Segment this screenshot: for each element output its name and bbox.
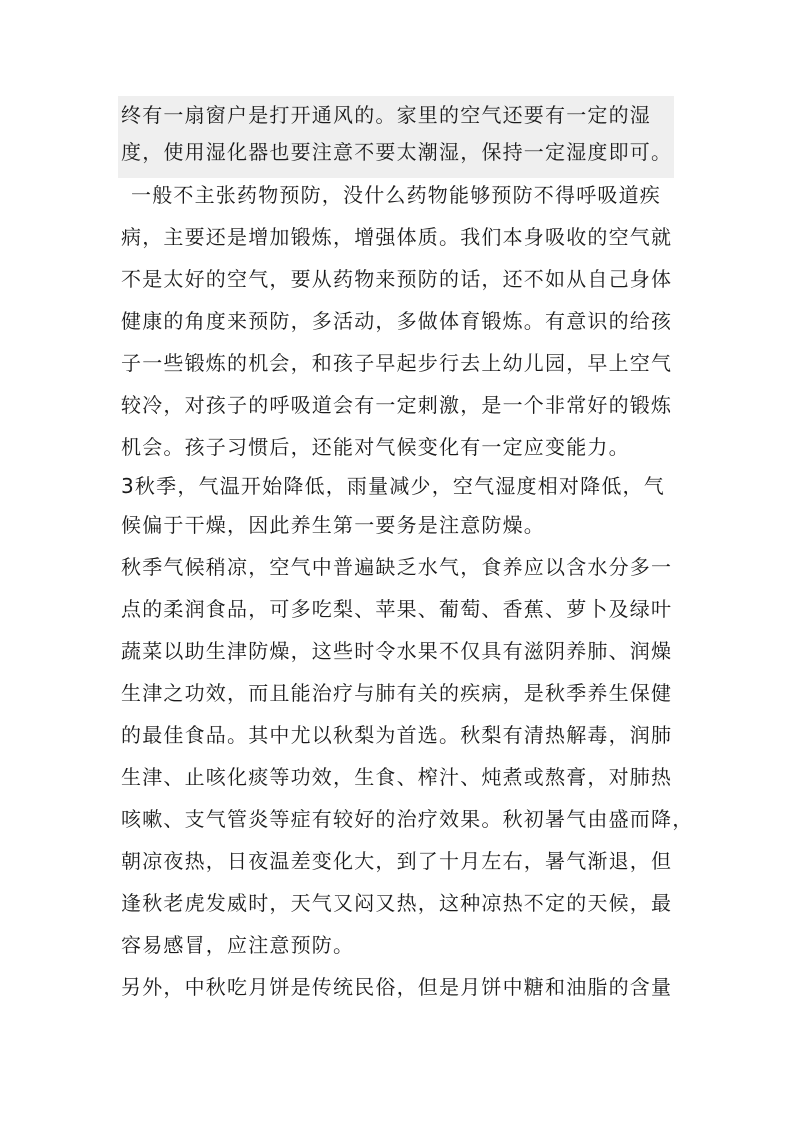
paragraph-start-line: 另外，中秋吃月饼是传统民俗，但是月饼中糖和油脂的含量 [121,975,673,999]
text-line: 的最佳食品。其中尤以秋梨为首选。秋梨有清热解毒，润肺 [121,723,673,747]
section-heading-line: 3秋季，气温开始降低，雨量减少，空气湿度相对降低，气 [121,474,665,498]
text-line: 候偏于干燥，因此养生第一要务是注意防燥。 [121,513,545,537]
text-line: 点的柔润食品，可多吃梨、苹果、葡萄、香蕉、萝卜及绿叶 [121,597,673,621]
text-line: 咳嗽、支气管炎等症有较好的治疗效果。秋初暑气由盛而降， [121,807,694,831]
paragraph-start-line: 一般不主张药物预防，没什么药物能够预防不得呼吸道疾 [131,183,661,207]
text-line: 病，主要还是增加锻炼，增强体质。我们本身吸收的空气就 [121,225,673,249]
text-line: 容易感冒，应注意预防。 [121,933,355,957]
text-line: 生津、止咳化痰等功效，生食、榨汁、炖煮或熬膏，对肺热 [121,765,673,789]
text-line: 子一些锻炼的机会，和孩子早起步行去上幼儿园，早上空气 [121,351,673,375]
text-line: 健康的角度来预防，多活动，多做体育锻炼。有意识的给孩 [121,309,673,333]
text-line: 不是太好的空气，要从药物来预防的话，还不如从自己身体 [121,267,673,291]
text-line: 度，使用湿化器也要注意不要太潮湿，保持一定湿度即可。 [121,140,673,164]
text-line: 生津之功效，而且能治疗与肺有关的疾病，是秋季养生保健 [121,681,673,705]
text-line: 逢秋老虎发威时，天气又闷又热，这种凉热不定的天候，最 [121,891,673,915]
text-line: 蔬菜以助生津防燥，这些时令水果不仅具有滋阴养肺、润燥 [121,639,673,663]
text-line: 朝凉夜热，日夜温差变化大，到了十月左右，暑气渐退，但 [121,849,673,873]
text-line: 机会。孩子习惯后，还能对气候变化有一定应变能力。 [121,435,630,459]
text-line: 较冷，对孩子的呼吸道会有一定刺激，是一个非常好的锻炼 [121,393,673,417]
paragraph-start-line: 秋季气候稍凉，空气中普遍缺乏水气，食养应以含水分多一 [121,555,673,579]
text-line: 终有一扇窗户是打开通风的。家里的空气还要有一定的湿 [121,103,651,127]
